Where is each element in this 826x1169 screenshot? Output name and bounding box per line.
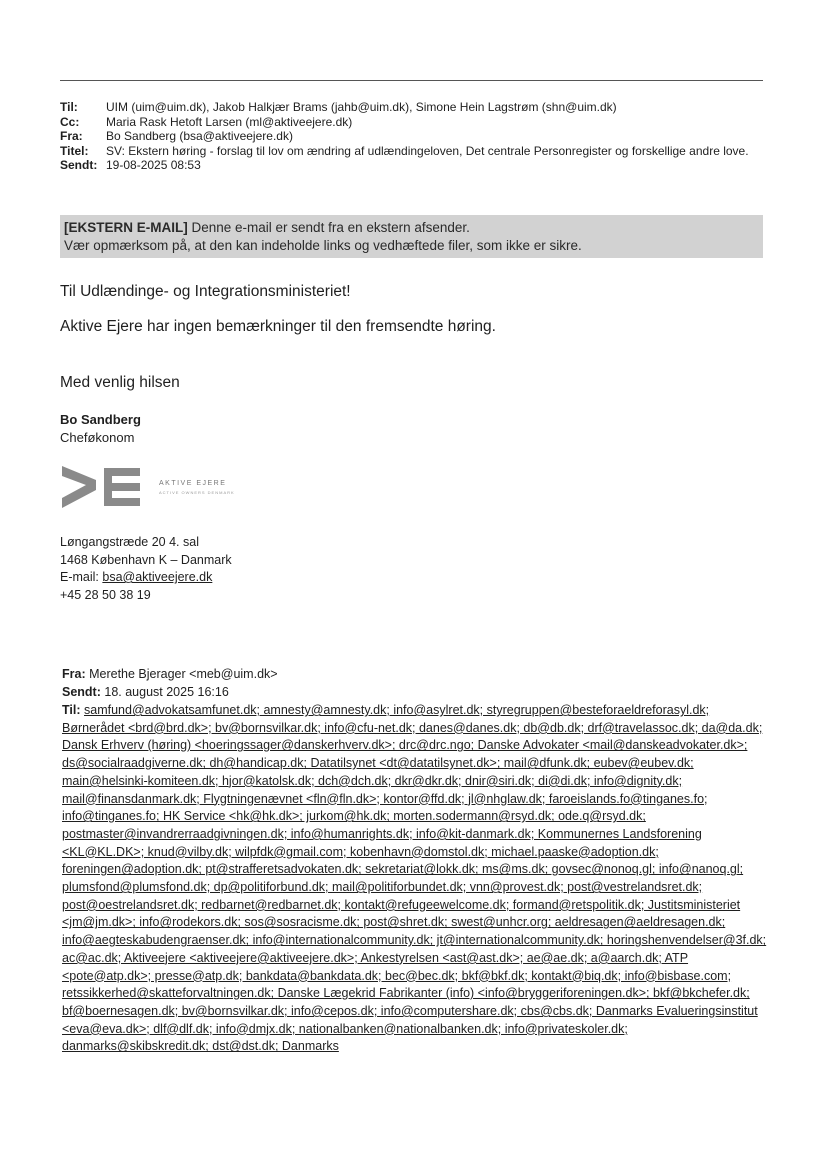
signature-email-link[interactable]: bsa@aktiveejere.dk xyxy=(102,570,213,584)
signature-title: Cheføkonom xyxy=(60,430,135,445)
top-divider xyxy=(60,80,763,81)
logo-tagline: ACTIVE OWNERS DENMARK xyxy=(159,490,235,495)
signature-email-row xyxy=(60,569,232,587)
signature-phone: +45 28 50 38 19 xyxy=(60,587,151,602)
email-label: E-mail: xyxy=(60,570,103,584)
external-mail-warning xyxy=(60,215,763,258)
forwarded-from-label: Fra: xyxy=(62,667,86,681)
to-value: UIM (uim@uim.dk), Jakob Halkjær Brams (jahb@uim.dk), Simone Hein Lagstrøm (shn@uim.dk) xyxy=(106,100,617,114)
forwarded-sent-row xyxy=(62,684,772,702)
closing: Med venlig hilsen xyxy=(60,374,180,391)
warning-tag: [EKSTERN E-MAIL] xyxy=(64,220,188,235)
to-label: Til: xyxy=(60,100,78,114)
forwarded-header xyxy=(62,666,772,701)
address-street: Løngangstræde 20 4. sal xyxy=(60,535,199,549)
forwarded-to-label: Til: xyxy=(62,703,81,717)
forwarded-from-value: Merethe Bjerager <meb@uim.dk> xyxy=(85,667,278,681)
warning-line-1 xyxy=(64,219,763,237)
header-cc-row xyxy=(60,115,749,130)
logo-chevron-shape xyxy=(62,466,96,508)
address-city: 1468 København K – Danmark xyxy=(60,552,232,567)
subject-value: SV: Ekstern høring - forslag til lov om ændring af udlændingeloven, Det centrale Personregister og forskellige andre love. xyxy=(106,143,749,158)
subject-label: Titel: xyxy=(60,143,89,158)
forwarded-sent-label: Sendt: xyxy=(62,684,101,699)
signature-address xyxy=(60,534,232,604)
forwarded-from-row xyxy=(62,666,772,684)
header-from-row xyxy=(60,129,749,144)
message-body: Aktive Ejere har ingen bemærkninger til den fremsendte høring. xyxy=(60,318,496,335)
from-label: Fra: xyxy=(60,129,83,143)
forwarded-recipient-list: samfund@advokatsamfunet.dk; amnesty@amnesty.dk; info@asylret.dk; styregruppen@besteforaeldreforasyl.dk; Børnerådet <brd@brd.dk>; bv@bornsvilkar.dk; info@cfu-net.dk; danes@danes.dk; db@db.dk; drf@travelassoc.dk; da@da.dk; Dansk Erhverv (høring) <hoeringssager@danskerhverv.dk>; drc@drc.ngo; Danske Advokater <mail@danskeadvokater.dk>; ds@socialraadgiverne.dk; dh@handicap.dk; Datatilsynet <dt@datatilsynet.dk>; mail@dfunk.dk; eubev@eubev.dk; main@helsinki-komiteen.dk; hjor@katolsk.dk; dch@dch.dk; dkr@dkr.dk; dnir@siri.dk; di@di.dk; info@dignity.dk; mail@finansdanmark.dk; Flygtningenævnet <fln@fln.dk>; kontor@ffd.dk; jl@nhglaw.dk; faroeislands.fo@tinganes.fo; info@tinganes.fo; HK Service <hk@hk.dk>; jurkom@hk.dk; morten.sodermann@rsyd.dk; ode.q@rsyd.dk; postmaster@invandrerraadgivningen.dk; info@humanrights.dk; info@kit-danmark.dk; Kommunernes Landsforening <KL@KL.DK>; knud@vilby.dk; wilpfdk@gmail.com; kobenhavn@domstol.dk; michael.paaske@adoption.dk; foreningen@adoption.dk; pt@strafferetsadvokaten.dk; sekretariat@lokk.dk; ms@ms.dk; govsec@nonoq.gl; info@nanoq.gl; plumsfond@plumsfond.dk; dp@politiforbund.dk; mail@politiforbundet.dk; vnn@provest.dk; post@vestrelandsret.dk; post@oestrelandsret.dk; redbarnet@redbarnet.dk; kontakt@refugeewelcome.dk; formand@retspolitik.dk; Justitsministeriet <jm@jm.dk>; info@rodekors.dk; sos@sosracisme.dk; post@shret.dk; swest@unhcr.org; aeldresagen@aeldresagen.dk; info@aegteskabudengraenser.dk; info@internationalcommunity.dk; jt@internationalcommunity.dk; horingshenvendelser@3f.dk; ac@ac.dk; Aktiveejere <aktiveejere@aktiveejere.dk>; Ankestyrelsen <ast@ast.dk>; ae@ae.dk; a@aarch.dk; ATP <pote@atp.dk>; presse@atp.dk; bankdata@bankdata.dk; bec@bec.dk; bkf@bkf.dk; kontakt@biq.dk; info@bisbase.com; retssikkerhed@skatteforvaltningen.dk; Danske Lægekrid Fabrikanter (info) <info@bryggeriforeningen.dk>; bkf@bkchefer.dk; bf@boernesagen.dk; bv@bornsvilkar.dk; info@cepos.dk; info@computershare.dk; cbs@cbs.dk; Danmarks Evalueringsinstitut <eva@eva.dk>; dlf@dlf.dk; info@dmjx.dk; nationalbanken@nationalbanken.dk; info@privateskoler.dk; danmarks@skibskredit.dk; dst@dst.dk; Danmarks xyxy=(62,703,767,1054)
greeting: Til Udlændinge- og Integrationsministeriet! xyxy=(60,283,351,300)
forwarded-sent-value: 18. august 2025 16:16 xyxy=(100,684,229,699)
warning-text-2: Vær opmærksom på, at den kan indeholde links og vedhæftede filer, som ikke er sikre. xyxy=(64,238,582,253)
header-to-row xyxy=(60,100,749,115)
warning-text-1: Denne e-mail er sendt fra en ekstern afsender. xyxy=(187,220,470,235)
signature-name: Bo Sandberg xyxy=(60,412,141,427)
header-sent-row xyxy=(60,158,749,173)
email-header xyxy=(60,100,780,173)
cc-label: Cc: xyxy=(60,114,80,129)
forwarded-recipients xyxy=(62,702,767,1056)
sent-value: 19-08-2025 08:53 xyxy=(106,158,201,172)
sent-label: Sendt: xyxy=(60,158,98,172)
cc-value: Maria Rask Hetoft Larsen (ml@aktiveejere.dk) xyxy=(106,114,353,129)
aktive-ejere-logo xyxy=(62,464,262,510)
logo-e-stem xyxy=(104,468,112,506)
from-value: Bo Sandberg (bsa@aktiveejere.dk) xyxy=(106,129,293,143)
logo-wordmark: AKTIVE EJERE xyxy=(159,480,227,487)
header-subject-row xyxy=(60,144,749,159)
